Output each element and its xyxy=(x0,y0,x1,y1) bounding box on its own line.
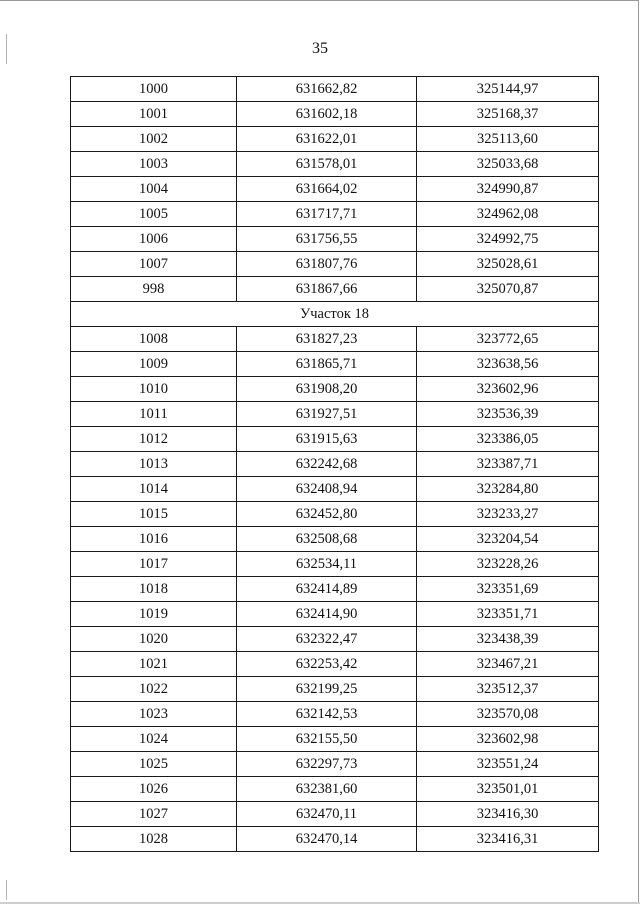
x-coordinate-cell: 632414,90 xyxy=(237,602,417,627)
point-number-cell: 1011 xyxy=(71,402,237,427)
y-coordinate-cell: 325168,37 xyxy=(417,102,599,127)
y-coordinate-cell: 323386,05 xyxy=(417,427,599,452)
point-number-cell: 1026 xyxy=(71,777,237,802)
table-row xyxy=(71,427,599,452)
point-number-cell: 1008 xyxy=(71,327,237,352)
table-row xyxy=(71,652,599,677)
y-coordinate-cell: 325028,61 xyxy=(417,252,599,277)
y-coordinate-cell: 323467,21 xyxy=(417,652,599,677)
y-coordinate-cell: 323536,39 xyxy=(417,402,599,427)
point-number-cell: 1000 xyxy=(71,77,237,102)
x-coordinate-cell: 631807,76 xyxy=(237,252,417,277)
point-number-cell: 1019 xyxy=(71,602,237,627)
point-number-cell: 1009 xyxy=(71,352,237,377)
x-coordinate-cell: 631662,82 xyxy=(237,77,417,102)
y-coordinate-cell: 323228,26 xyxy=(417,552,599,577)
x-coordinate-cell: 631622,01 xyxy=(237,127,417,152)
y-coordinate-cell: 323512,37 xyxy=(417,677,599,702)
table-row xyxy=(71,227,599,252)
point-number-cell: 1027 xyxy=(71,802,237,827)
coordinates-table xyxy=(70,76,599,852)
point-number-cell: 1024 xyxy=(71,727,237,752)
point-number-cell: 1007 xyxy=(71,252,237,277)
table-row xyxy=(71,577,599,602)
point-number-cell: 1005 xyxy=(71,202,237,227)
page-bottom-edge xyxy=(0,902,640,904)
x-coordinate-cell: 632242,68 xyxy=(237,452,417,477)
y-coordinate-cell: 323416,30 xyxy=(417,802,599,827)
section-header-row xyxy=(71,302,599,327)
table-row xyxy=(71,602,599,627)
x-coordinate-cell: 631602,18 xyxy=(237,102,417,127)
point-number-cell: 1002 xyxy=(71,127,237,152)
y-coordinate-cell: 323501,01 xyxy=(417,777,599,802)
x-coordinate-cell: 631827,23 xyxy=(237,327,417,352)
y-coordinate-cell: 324962,08 xyxy=(417,202,599,227)
table-row xyxy=(71,727,599,752)
x-coordinate-cell: 632322,47 xyxy=(237,627,417,652)
y-coordinate-cell: 323351,71 xyxy=(417,602,599,627)
x-coordinate-cell: 632155,50 xyxy=(237,727,417,752)
table-row xyxy=(71,477,599,502)
table-row xyxy=(71,327,599,352)
table-row xyxy=(71,552,599,577)
x-coordinate-cell: 632470,14 xyxy=(237,827,417,852)
point-number-cell: 1023 xyxy=(71,702,237,727)
table-row xyxy=(71,127,599,152)
y-coordinate-cell: 323284,80 xyxy=(417,477,599,502)
x-coordinate-cell: 632381,60 xyxy=(237,777,417,802)
point-number-cell: 1003 xyxy=(71,152,237,177)
table-row xyxy=(71,77,599,102)
y-coordinate-cell: 325070,87 xyxy=(417,277,599,302)
scan-margin-mark xyxy=(6,880,7,900)
y-coordinate-cell: 323602,96 xyxy=(417,377,599,402)
point-number-cell: 1015 xyxy=(71,502,237,527)
point-number-cell: 1013 xyxy=(71,452,237,477)
table-row xyxy=(71,102,599,127)
table-row xyxy=(71,802,599,827)
y-coordinate-cell: 323570,08 xyxy=(417,702,599,727)
y-coordinate-cell: 325033,68 xyxy=(417,152,599,177)
point-number-cell: 1006 xyxy=(71,227,237,252)
point-number-cell: 1016 xyxy=(71,527,237,552)
table-row xyxy=(71,377,599,402)
x-coordinate-cell: 631756,55 xyxy=(237,227,417,252)
y-coordinate-cell: 323551,24 xyxy=(417,752,599,777)
table-row xyxy=(71,152,599,177)
y-coordinate-cell: 323772,65 xyxy=(417,327,599,352)
point-number-cell: 1020 xyxy=(71,627,237,652)
x-coordinate-cell: 631578,01 xyxy=(237,152,417,177)
point-number-cell: 1028 xyxy=(71,827,237,852)
x-coordinate-cell: 632408,94 xyxy=(237,477,417,502)
table-row xyxy=(71,502,599,527)
x-coordinate-cell: 632199,25 xyxy=(237,677,417,702)
y-coordinate-cell: 325113,60 xyxy=(417,127,599,152)
x-coordinate-cell: 631915,63 xyxy=(237,427,417,452)
table-row xyxy=(71,402,599,427)
x-coordinate-cell: 632452,80 xyxy=(237,502,417,527)
table-row xyxy=(71,352,599,377)
coordinates-table-body xyxy=(71,77,599,852)
x-coordinate-cell: 631664,02 xyxy=(237,177,417,202)
point-number-cell: 1014 xyxy=(71,477,237,502)
point-number-cell: 1018 xyxy=(71,577,237,602)
table-row xyxy=(71,177,599,202)
y-coordinate-cell: 323638,56 xyxy=(417,352,599,377)
y-coordinate-cell: 325144,97 xyxy=(417,77,599,102)
point-number-cell: 998 xyxy=(71,277,237,302)
y-coordinate-cell: 324992,75 xyxy=(417,227,599,252)
table-row xyxy=(71,452,599,477)
table-row xyxy=(71,627,599,652)
table-row xyxy=(71,527,599,552)
x-coordinate-cell: 631717,71 xyxy=(237,202,417,227)
table-row xyxy=(71,252,599,277)
x-coordinate-cell: 632414,89 xyxy=(237,577,417,602)
y-coordinate-cell: 323204,54 xyxy=(417,527,599,552)
page-number: 35 xyxy=(312,40,328,57)
point-number-cell: 1022 xyxy=(71,677,237,702)
table-row xyxy=(71,777,599,802)
table-row xyxy=(71,277,599,302)
x-coordinate-cell: 632508,68 xyxy=(237,527,417,552)
point-number-cell: 1025 xyxy=(71,752,237,777)
point-number-cell: 1017 xyxy=(71,552,237,577)
table-row xyxy=(71,202,599,227)
y-coordinate-cell: 323233,27 xyxy=(417,502,599,527)
table-row xyxy=(71,827,599,852)
section-title: Участок 18 xyxy=(71,302,599,327)
x-coordinate-cell: 631865,71 xyxy=(237,352,417,377)
table-row xyxy=(71,677,599,702)
y-coordinate-cell: 323387,71 xyxy=(417,452,599,477)
y-coordinate-cell: 324990,87 xyxy=(417,177,599,202)
x-coordinate-cell: 631927,51 xyxy=(237,402,417,427)
table-row xyxy=(71,702,599,727)
x-coordinate-cell: 631908,20 xyxy=(237,377,417,402)
point-number-cell: 1021 xyxy=(71,652,237,677)
x-coordinate-cell: 632142,53 xyxy=(237,702,417,727)
y-coordinate-cell: 323416,31 xyxy=(417,827,599,852)
point-number-cell: 1012 xyxy=(71,427,237,452)
x-coordinate-cell: 631867,66 xyxy=(237,277,417,302)
x-coordinate-cell: 632297,73 xyxy=(237,752,417,777)
point-number-cell: 1010 xyxy=(71,377,237,402)
point-number-cell: 1001 xyxy=(71,102,237,127)
y-coordinate-cell: 323351,69 xyxy=(417,577,599,602)
x-coordinate-cell: 632470,11 xyxy=(237,802,417,827)
table-row xyxy=(71,752,599,777)
x-coordinate-cell: 632534,11 xyxy=(237,552,417,577)
y-coordinate-cell: 323438,39 xyxy=(417,627,599,652)
point-number-cell: 1004 xyxy=(71,177,237,202)
x-coordinate-cell: 632253,42 xyxy=(237,652,417,677)
y-coordinate-cell: 323602,98 xyxy=(417,727,599,752)
